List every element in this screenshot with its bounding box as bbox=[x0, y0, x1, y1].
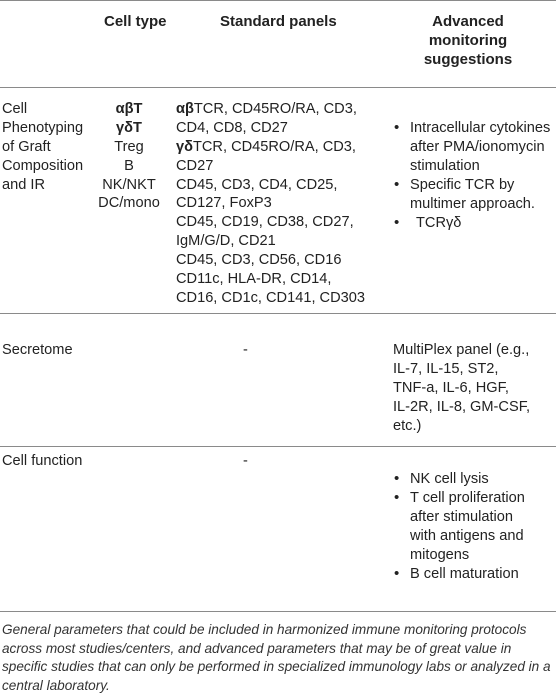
panel-line bbox=[176, 270, 365, 289]
suggestion-line: • TCRγδ bbox=[416, 214, 462, 231]
suggestion-line: • Intracellular cytokines bbox=[410, 120, 551, 136]
panel-text: CD4, CD8, CD27 bbox=[176, 119, 288, 136]
header-rule bbox=[0, 87, 556, 88]
cell-type: Treg bbox=[114, 138, 144, 155]
cell-type: NK/NKT bbox=[102, 176, 156, 193]
cell-type: B bbox=[124, 157, 134, 174]
suggestion-item bbox=[393, 176, 550, 214]
panel-line bbox=[176, 194, 365, 213]
panels-placeholder: - bbox=[243, 342, 248, 358]
panel-line bbox=[176, 289, 365, 308]
suggestion-item bbox=[393, 470, 525, 489]
panel-text: CD45, CD3, CD56, CD16 bbox=[176, 252, 342, 269]
suggestion-line: after stimulation bbox=[410, 508, 514, 525]
suggestion-line: MultiPlex panel (e.g., bbox=[393, 342, 530, 358]
row-rule bbox=[0, 446, 556, 447]
suggestion-item bbox=[393, 489, 525, 565]
header-advanced-line: Advanced bbox=[432, 13, 504, 30]
suggestion-line: after PMA/ionomycin bbox=[410, 138, 545, 155]
suggestion-line: mitogens bbox=[410, 546, 470, 563]
suggestion-list bbox=[393, 119, 550, 232]
suggestion-line: with antigens and bbox=[410, 527, 524, 544]
row-rule bbox=[0, 313, 556, 314]
header-cell-type: Cell type bbox=[104, 13, 167, 30]
panel-text: TCR, CD45RO/RA, CD3, bbox=[193, 101, 357, 117]
panels-placeholder: - bbox=[243, 453, 248, 469]
panel-line bbox=[176, 119, 365, 138]
suggestion-item bbox=[393, 214, 550, 233]
panel-lead: αβ bbox=[176, 101, 194, 117]
cell-type: αβT bbox=[115, 101, 143, 117]
panel-line bbox=[176, 251, 365, 270]
header-advanced bbox=[393, 12, 543, 69]
standard-panels bbox=[176, 100, 365, 308]
panel-text: CD16, CD1c, CD141, CD303 bbox=[176, 289, 365, 306]
panel-lead: γδ bbox=[176, 138, 193, 155]
top-rule bbox=[0, 0, 556, 1]
suggestion-line: multimer approach. bbox=[410, 195, 535, 212]
panel-line bbox=[176, 157, 365, 176]
category-line: and IR bbox=[2, 176, 45, 193]
header-advanced-line: monitoring bbox=[428, 32, 508, 49]
cell-type: γδT bbox=[116, 119, 142, 136]
panel-text: CD11c, HLA-DR, CD14, bbox=[176, 271, 332, 288]
suggestion-item bbox=[393, 119, 550, 176]
panel-line bbox=[176, 176, 365, 195]
panel-text: CD45, CD19, CD38, CD27, bbox=[176, 214, 354, 231]
row-category bbox=[2, 100, 83, 195]
panel-line bbox=[176, 138, 365, 157]
category-line: Cell bbox=[2, 101, 28, 117]
suggestion-line: TNF-a, IL-6, HGF, bbox=[393, 379, 509, 396]
panel-text: CD127, FoxP3 bbox=[176, 195, 272, 212]
category-line: Composition bbox=[2, 157, 84, 174]
panel-line bbox=[176, 232, 365, 251]
header-standard-panels: Standard panels bbox=[220, 13, 337, 30]
suggestion-line: IL-2R, IL-8, GM-CSF, bbox=[393, 398, 531, 415]
cell-types bbox=[89, 100, 169, 213]
category-line: Phenotyping bbox=[2, 119, 84, 136]
panel-text: TCR, CD45RO/RA, CD3, bbox=[192, 138, 356, 155]
suggestion-line: • T cell proliferation bbox=[410, 489, 525, 506]
suggestion-line: • NK cell lysis bbox=[410, 471, 489, 487]
category-line: of Graft bbox=[2, 138, 51, 155]
panel-line bbox=[176, 100, 365, 119]
suggestion-line: etc.) bbox=[393, 417, 422, 434]
cell-type: DC/mono bbox=[98, 195, 160, 212]
panel-text: CD45, CD3, CD4, CD25, bbox=[176, 176, 338, 193]
panel-text: IgM/G/D, CD21 bbox=[176, 233, 276, 250]
row-category: Cell function bbox=[2, 453, 83, 469]
panel-line bbox=[176, 213, 365, 232]
header-advanced-line: suggestions bbox=[423, 51, 513, 68]
suggestion-text bbox=[393, 341, 530, 436]
row-category: Secretome bbox=[2, 342, 73, 358]
suggestion-line: • Specific TCR by bbox=[410, 176, 515, 193]
suggestion-line: IL-7, IL-15, ST2, bbox=[393, 360, 499, 377]
bottom-rule bbox=[0, 611, 556, 612]
panel-text: CD27 bbox=[176, 157, 214, 174]
suggestion-item bbox=[393, 565, 525, 584]
suggestion-list bbox=[393, 470, 525, 583]
suggestion-line: • B cell maturation bbox=[410, 565, 519, 582]
table-caption: General parameters that could be included in harmonized immune monitoring protocols across most studies/centers, and advanced parameters that may be of great value in specific studies that can only be performed in specialized immunology labs or analyzed in a central laboratory. bbox=[2, 622, 551, 693]
suggestion-line: stimulation bbox=[410, 157, 480, 174]
